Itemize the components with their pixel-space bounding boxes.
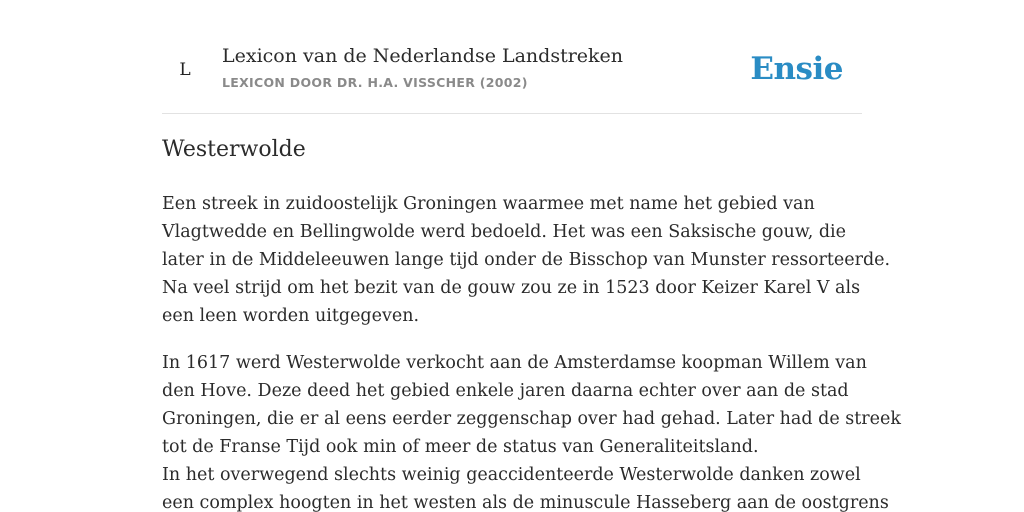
text-line: den Hove. Deze deed het gebied enkele jaren daarna echter over aan de stad: [162, 381, 849, 401]
text-line: Vlagtwedde en Bellingwolde werd bedoeld. Het was een Saksische gouw, die: [162, 222, 846, 242]
lexicon-title[interactable]: Lexicon van de Nederlandse Landstreken: [222, 45, 624, 67]
text-line: tot de Franse Tijd ook min of meer de status van Generaliteitsland.: [162, 437, 759, 457]
lexicon-badge: L: [179, 60, 191, 80]
entry-body: [162, 190, 901, 512]
text-line: In 1617 werd Westerwolde verkocht aan de Amsterdamse koopman Willem van: [162, 353, 867, 373]
lexicon-subtitle: LEXICON DOOR DR. H.A. VISSCHER (2002): [222, 75, 528, 90]
text-line: een complex hoogten in het westen als de minuscule Hasseberg aan de oostgrens: [162, 493, 889, 512]
paragraph: [162, 349, 901, 461]
text-line: Na veel strijd om het bezit van de gouw zou ze in 1523 door Keizer Karel V als: [162, 278, 861, 298]
text-line: In het overwegend slechts weinig geaccidenteerde Westerwolde danken zowel: [162, 465, 861, 485]
lexicon-header: [162, 34, 862, 114]
text-line: een leen worden uitgegeven.: [162, 306, 420, 326]
ensie-logo[interactable]: Ensie: [750, 51, 843, 87]
text-line: Een streek in zuidoostelijk Groningen waarmee met name het gebied van: [162, 194, 815, 214]
text-line: later in de Middeleeuwen lange tijd onder de Bisschop van Munster ressorteerde.: [162, 250, 891, 270]
text-line: Groningen, die er al eens eerder zeggenschap over had gehad. Later had de streek: [162, 409, 901, 429]
entry-title: Westerwolde: [162, 137, 306, 162]
paragraph: [162, 461, 889, 512]
paragraph: [162, 190, 891, 330]
